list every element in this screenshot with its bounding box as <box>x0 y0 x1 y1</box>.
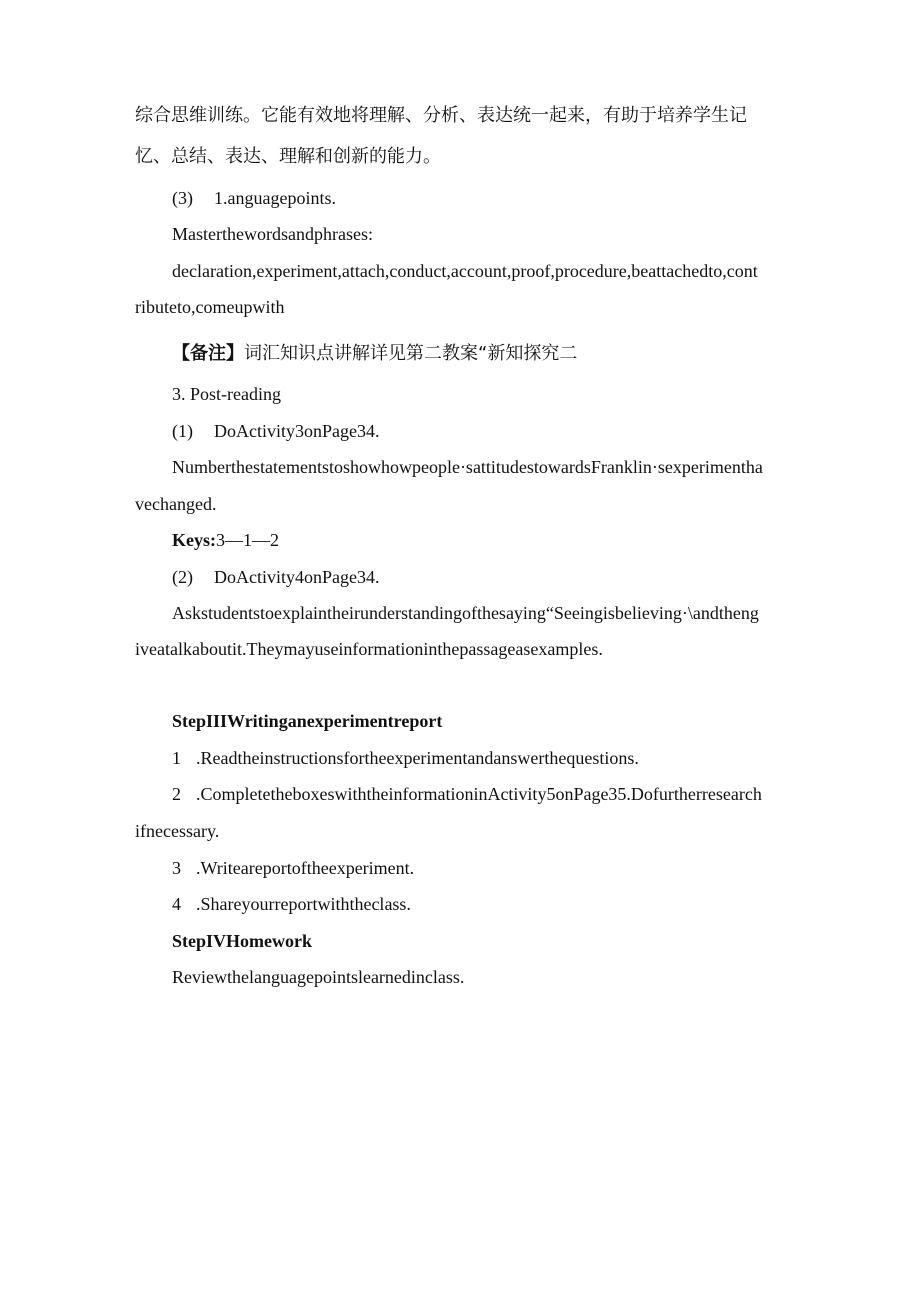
post-reading-heading: 3. Post-reading <box>172 384 281 404</box>
step3-item2 <box>172 782 762 806</box>
step3-item1 <box>172 746 639 770</box>
note-label: 【备注】 <box>172 343 244 364</box>
master-words-line: Masterthewordsandphrases: <box>172 224 373 244</box>
number-statements-line1: Numberthestatementstoshowhowpeople·sattitudestowardsFranklin·sexperimentha <box>172 457 763 477</box>
activity3-text: DoActivity3onPage34. <box>214 421 380 441</box>
step3-item2-continuation: ifnecessary. <box>135 821 220 841</box>
keys-line <box>172 528 279 552</box>
intro-paragraph-line1: 综合思维训练。它能有效地将理解、分析、表达统一起来，有助于培养学生记 <box>135 105 747 126</box>
keys-value: 3—1—2 <box>216 530 279 550</box>
step3-item2-text: .CompletetheboxeswiththeinformationinActivity5onPage35.Dofurtherresearch <box>196 784 762 804</box>
step3-item3-text: .Writeareportoftheexperiment. <box>196 858 415 878</box>
step3-item2-number: 2 <box>172 784 181 804</box>
intro-paragraph-line2: 忆、总结、表达、理解和创新的能力。 <box>135 146 441 167</box>
step3-item1-number: 1 <box>172 748 181 768</box>
number-statements-line2: vechanged. <box>135 494 217 514</box>
activity4-text: DoActivity4onPage34. <box>214 567 380 587</box>
note-text: 词汇知识点讲解详见第二教案“新知探究二 <box>244 343 578 364</box>
step3-item1-text: .Readtheinstructionsfortheexperimentandanswerthequestions. <box>196 748 639 768</box>
ask-students-line2: iveatalkaboutit.Theymayuseinformationinthepassageasexamples. <box>135 639 603 659</box>
homework-line: Reviewthelanguagepointslearnedinclass. <box>172 967 465 987</box>
language-points-number: (3) <box>172 188 193 208</box>
activity3-number: (1) <box>172 421 193 441</box>
keys-label: Keys: <box>172 530 216 550</box>
ask-students-line1: Askstudentstoexplaintheirunderstandingofthesaying“Seeingisbelieving·\andtheng <box>172 603 759 623</box>
step3-item4 <box>172 892 411 916</box>
step3-item4-text: .Shareyourreportwiththeclass. <box>196 894 411 914</box>
step3-item4-number: 4 <box>172 894 181 914</box>
language-points-title: 1.anguagepoints. <box>214 188 336 208</box>
activity4-line <box>172 565 379 589</box>
vocabulary-list-line2: ributeto,comeupwith <box>135 297 285 317</box>
note-line <box>172 342 577 366</box>
language-points-heading <box>172 186 336 210</box>
step3-heading: StepIIIWritinganexperimentreport <box>172 711 443 731</box>
step3-item3 <box>172 856 414 880</box>
activity4-number: (2) <box>172 567 193 587</box>
step4-heading: StepIVHomework <box>172 931 312 951</box>
activity3-line <box>172 419 379 443</box>
step3-item3-number: 3 <box>172 858 181 878</box>
vocabulary-list-line1: declaration,experiment,attach,conduct,account,proof,procedure,beattachedto,cont <box>172 261 758 281</box>
